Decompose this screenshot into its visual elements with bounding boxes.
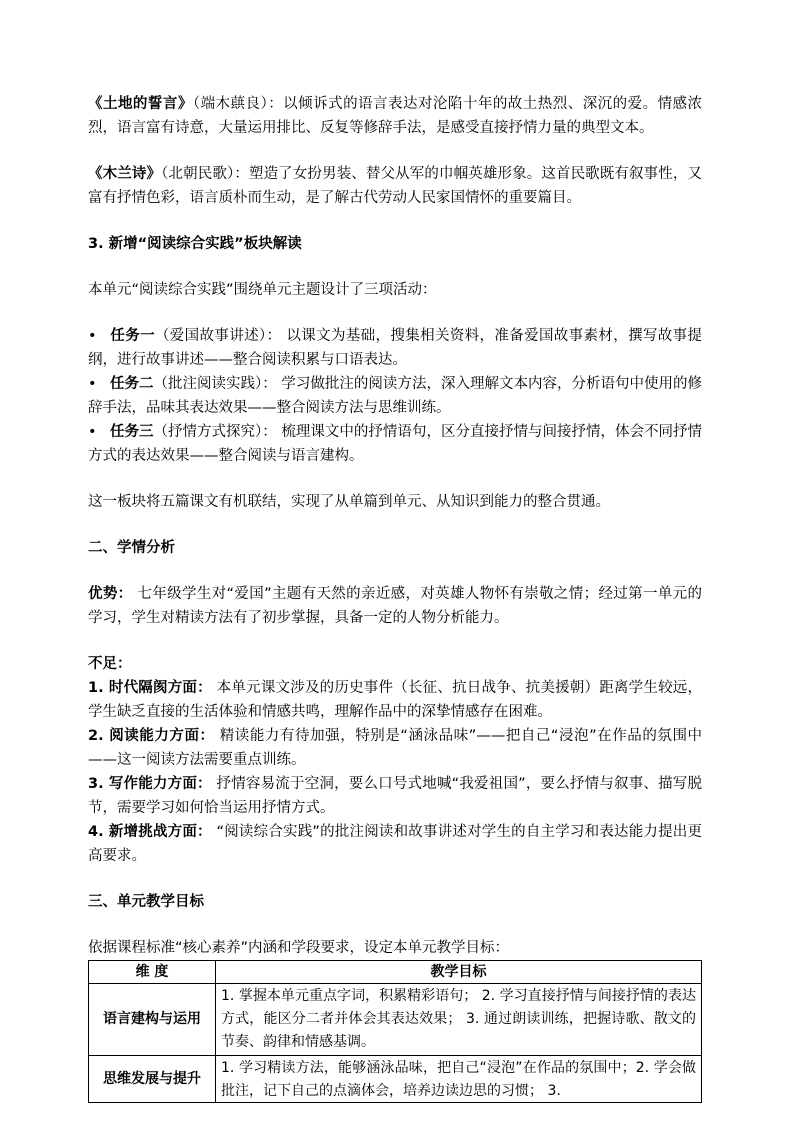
analysis-heading: 二、学情分析 bbox=[88, 540, 175, 556]
goals-table bbox=[88, 960, 702, 1103]
bullet-icon: • bbox=[88, 376, 97, 392]
table-header-goal: 教学目标 bbox=[216, 961, 702, 984]
text1-title: 《土地的誓言》 bbox=[88, 96, 193, 112]
weakness-item-body: 抒情容易流于空洞，要么口号式地喊“我爱祖国”，要么抒情与叙事、描写脱节，需要学习如何恰当运用抒情方式。 bbox=[88, 776, 702, 816]
task-body: 学习做批注的阅读方法，深入理解文本内容，分析语句中使用的修辞手法，品味其表达效果——整合阅读方法与思维训练。 bbox=[88, 376, 703, 416]
task-note: （抒情方式探究）： bbox=[153, 424, 277, 440]
table-row bbox=[89, 1056, 702, 1103]
weakness-item-label: 1. 时代隔阂方面： bbox=[88, 680, 212, 696]
text1-paragraph bbox=[88, 92, 702, 140]
table-cell-goal: 1. 掌握本单元重点字词，积累精彩语句； 2. 学习直接抒情与间接抒情的表达方式，能区分二者并体会其表达效果； 3. 通过朗读训练，把握诗歌、散文的节奏、韵律和情感基调。 bbox=[216, 984, 702, 1056]
advantage-paragraph bbox=[88, 582, 702, 630]
table-cell-goal-text: 1. 学习精读方法，能够涵泳品味，把自己“浸泡”在作品的氛围中；2. 学会做批注，记下自己的点滴体会，培养边读边思的习惯； 3. bbox=[221, 1060, 696, 1099]
weakness-item-body: “阅读综合实践”的批注阅读和故事讲述对学生的自主学习和表达能力提出更高要求。 bbox=[88, 824, 702, 864]
weakness-item-body: 本单元课文涉及的历史事件（长征、抗日战争、抗美援朝）距离学生较远，学生缺乏直接的生活体验和情感共鸣，理解作品中的深挚情感存在困难。 bbox=[88, 680, 702, 720]
weakness-item-label: 2. 阅读能力方面： bbox=[88, 728, 215, 744]
table-header-dimension: 维 度 bbox=[89, 961, 216, 984]
task-item bbox=[88, 324, 702, 372]
advantage-body: 七年级学生对“爱国”主题有天然的亲近感，对英雄人物怀有崇敬之情；经过第一单元的学习，学生对精读方法有了初步掌握，具备一定的人物分析能力。 bbox=[88, 586, 702, 626]
table-row bbox=[89, 984, 702, 1056]
weakness-item-label: 4. 新增挑战方面： bbox=[88, 824, 212, 840]
bullet-icon: • bbox=[88, 328, 97, 344]
advantage-label: 优势： bbox=[88, 586, 133, 602]
task-note: （爱国故事讲述）： bbox=[154, 328, 282, 344]
text1-body: ：以倾诉式的语言表达对沦陷十年的故土热烈、深沉的爱。情感浓烈，语言富有诗意，大量运用排比、反复等修辞手法，是感受直接抒情力量的典型文本。 bbox=[88, 96, 703, 136]
goals-heading: 三、单元教学目标 bbox=[88, 894, 204, 910]
section3-heading: 3. 新增“阅读综合实践”板块解读 bbox=[88, 236, 302, 252]
task-body: 以课文为基础，搜集相关资料，准备爱国故事素材，撰写故事提纲，进行故事讲述——整合阅读积累与口语表达。 bbox=[88, 328, 703, 368]
task-note: （批注阅读实践）： bbox=[153, 376, 277, 392]
weakness-item bbox=[88, 772, 702, 820]
task-name: 任务二 bbox=[110, 376, 154, 392]
weakness-item bbox=[88, 676, 702, 724]
weakness-label: 不足： bbox=[88, 656, 132, 672]
text2-paragraph bbox=[88, 162, 702, 210]
weakness-item-label: 3. 写作能力方面： bbox=[88, 776, 212, 792]
text2-author: （北朝民歌） bbox=[161, 166, 235, 182]
table-cell-goal bbox=[216, 1056, 702, 1103]
task-item bbox=[88, 420, 702, 468]
text2-title: 《木兰诗》 bbox=[88, 166, 162, 182]
weakness-item-body: 精读能力有待加强，特别是“涵泳品味”——把自己“浸泡”在作品的氛围中——这一阅读方法需要重点训练。 bbox=[88, 728, 702, 768]
bullet-icon: • bbox=[88, 424, 97, 440]
text1-author: （端木蕻良） bbox=[192, 96, 269, 112]
document-page bbox=[88, 92, 702, 1103]
section3-summary: 这一板块将五篇课文有机联结，实现了从单篇到单元、从知识到能力的整合贯通。 bbox=[88, 494, 610, 510]
table-cell-dimension: 思维发展与提升 bbox=[89, 1056, 216, 1103]
table-cell-dimension: 语言建构与运用 bbox=[89, 984, 216, 1056]
section3-intro: 本单元“阅读综合实践”围绕单元主题设计了三项活动： bbox=[88, 282, 437, 298]
table-header-row bbox=[89, 961, 702, 984]
weakness-item bbox=[88, 820, 702, 868]
weakness-item bbox=[88, 724, 702, 772]
task-body: 梳理课文中的抒情语句，区分直接抒情与间接抒情，体会不同抒情方式的表达效果——整合阅读与语言建构。 bbox=[88, 424, 703, 464]
task-name: 任务三 bbox=[110, 424, 154, 440]
task-name: 任务一 bbox=[110, 328, 155, 344]
task-item bbox=[88, 372, 702, 420]
goals-intro: 依据课程标准“核心素养”内涵和学段要求，设定本单元教学目标： bbox=[88, 940, 510, 956]
text2-body: ：塑造了女扮男装、替父从军的巾帼英雄形象。这首民歌既有叙事性，又富有抒情色彩，语言质朴而生动，是了解古代劳动人民家国情怀的重要篇目。 bbox=[88, 166, 703, 206]
